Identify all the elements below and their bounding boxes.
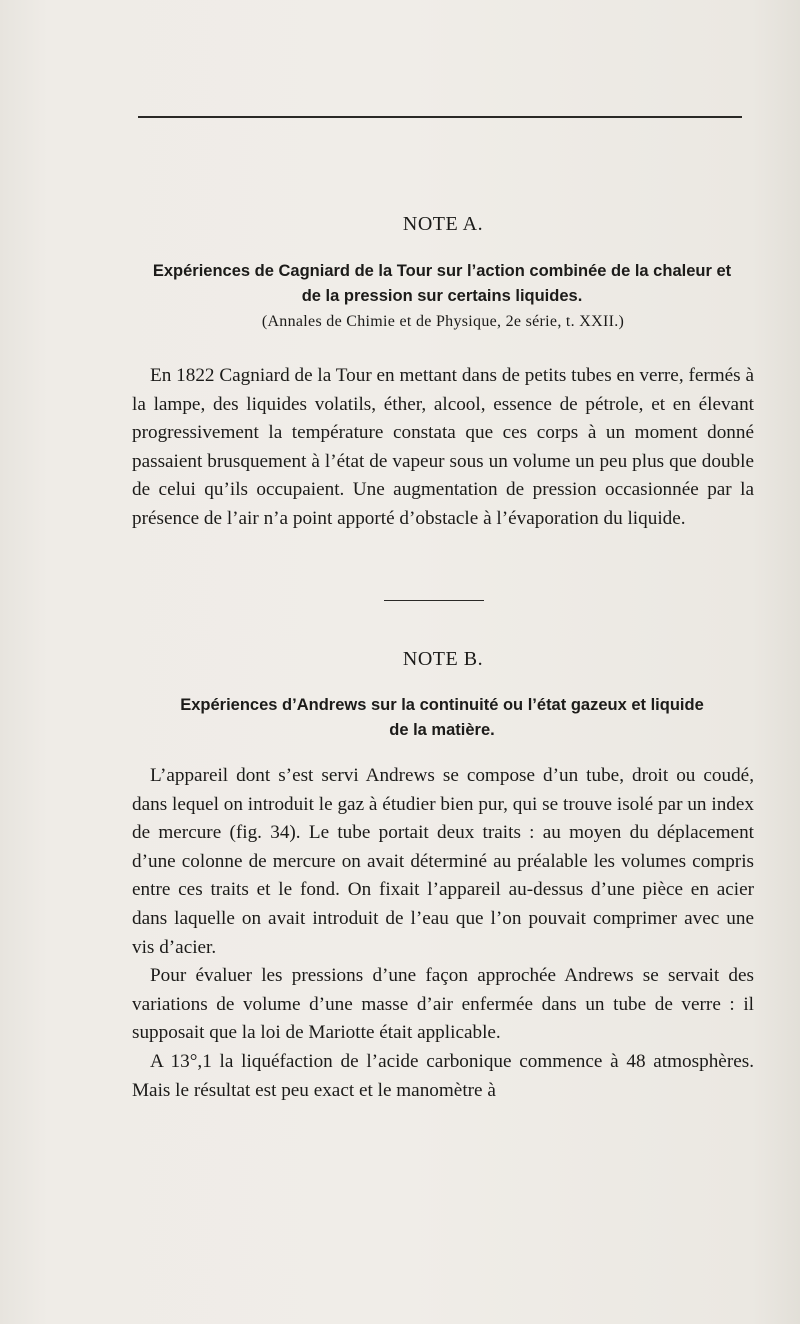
note-a-paragraph-text: En 1822 Cagniard de la Tour en mettant dans de petits tubes en verre, fermés à la lampe, des liquides volatils, éther, alcool, essence de pétrole, et en élevant progressivement la température constata que ces corps à un moment donné passaient brusquement à l’état de vapeur sous un volume un peu plus que double de celui qu’ils occupaient. Une augmentation de pression occasionnée par la présence de l’air n’a point apporté d’obstacle à l’évaporation du liquide. bbox=[132, 365, 754, 529]
note-a-subtitle: Expériences de Cagniard de la Tour sur l’action combinée de la chaleur et de la pression sur certains liquides. bbox=[152, 262, 732, 305]
note-b-paragraph-1 bbox=[132, 762, 754, 962]
note-b-paragraph-2 bbox=[132, 962, 754, 1048]
note-a-subtitle-block bbox=[150, 259, 734, 309]
note-b-heading-block bbox=[132, 648, 754, 671]
note-b-subtitle: Expériences d’Andrews sur la continuité ou l’état gazeux et liquide de la matière. bbox=[180, 696, 704, 739]
note-a-citation-block bbox=[132, 313, 754, 331]
note-a-body bbox=[132, 362, 754, 534]
note-b-paragraph-3 bbox=[132, 1048, 754, 1105]
note-b-body bbox=[132, 762, 754, 1105]
note-b-paragraph-2-text: Pour évaluer les pressions d’une façon approchée Andrews se servait des variations de volume d’une masse d’air enfermée dans un tube de verre : il supposait que la loi de Mariotte était applicable. bbox=[132, 965, 754, 1044]
note-b-paragraph-3-text: A 13°,1 la liquéfaction de l’acide carbonique commence à 48 atmosphères. Mais le résultat est peu exact et le manomètre à bbox=[132, 1050, 754, 1101]
note-b-subtitle-block bbox=[170, 693, 714, 743]
note-a-citation: (Annales de Chimie et de Physique, 2e série, t. XXII.) bbox=[261, 313, 625, 330]
note-b-heading: NOTE B. bbox=[402, 648, 484, 670]
note-b-paragraph-1-text: L’appareil dont s’est servi Andrews se compose d’un tube, droit ou coudé, dans lequel on introduit le gaz à étudier bien pur, qui se trouve isolé par un index de mercure (fig. 34). Le tube portait deux traits : au moyen du déplacement d’une colonne de mercure on avait déterminé au préalable les volumes compris entre ces traits et le fond. On fixait l’appareil au-dessus d’une pièce en acier dans laquelle on avait introduit de l’eau que l’on pouvait comprimer avec une vis d’acier. bbox=[132, 765, 754, 958]
note-a-paragraph bbox=[132, 362, 754, 534]
section-separator bbox=[384, 600, 484, 601]
top-rule bbox=[138, 116, 742, 118]
note-a-heading: NOTE A. bbox=[402, 213, 484, 235]
note-a-heading-block bbox=[132, 213, 754, 236]
